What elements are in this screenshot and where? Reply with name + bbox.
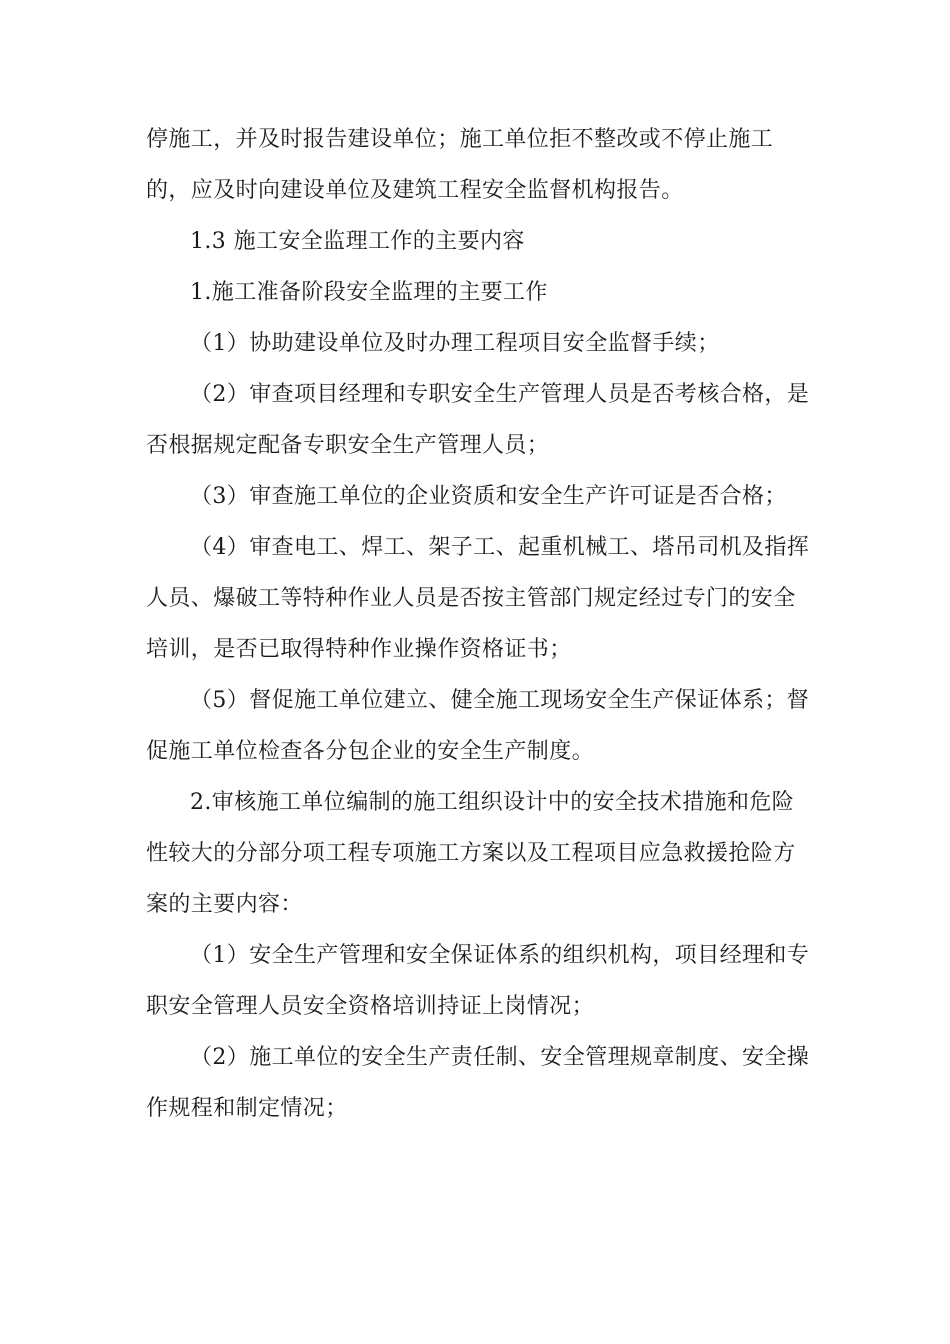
- text-line: 停施工，并及时报告建设单位；施工单位拒不整改或不停止施工: [146, 127, 774, 152]
- list-item: （1）安全生产管理和安全保证体系的组织机构，项目经理和专: [190, 943, 810, 968]
- text-line: 作规程和制定情况；: [146, 1096, 348, 1121]
- text-line: 否根据规定配备专职安全生产管理人员；: [146, 433, 550, 458]
- subsection-heading: 1.施工准备阶段安全监理的主要工作: [190, 280, 548, 305]
- text-line: 促施工单位检查各分包企业的安全生产制度。: [146, 739, 595, 764]
- subsection-heading: 2.审核施工单位编制的施工组织设计中的安全技术措施和危险: [190, 790, 795, 815]
- text-line: 培训，是否已取得特种作业操作资格证书；: [146, 637, 572, 662]
- list-item: （1）协助建设单位及时办理工程项目安全监督手续；: [190, 331, 720, 356]
- text-line: 职安全管理人员安全资格培训持证上岗情况；: [146, 994, 595, 1019]
- list-item: （2）审查项目经理和专职安全生产管理人员是否考核合格，是: [190, 382, 810, 407]
- list-item: （2）施工单位的安全生产责任制、安全管理规章制度、安全操: [190, 1045, 810, 1070]
- text-line: 人员、爆破工等特种作业人员是否按主管部门规定经过专门的安全: [146, 586, 796, 611]
- list-item: （5）督促施工单位建立、健全施工现场安全生产保证体系；督: [190, 688, 810, 713]
- text-line: 的，应及时向建设单位及建筑工程安全监督机构报告。: [146, 178, 684, 203]
- text-line: 性较大的分部分项工程专项施工方案以及工程项目应急救援抢险方: [146, 841, 796, 866]
- text-line: 案的主要内容：: [146, 892, 303, 917]
- list-item: （4）审查电工、焊工、架子工、起重机械工、塔吊司机及指挥: [190, 535, 810, 560]
- list-item: （3）审查施工单位的企业资质和安全生产许可证是否合格；: [190, 484, 787, 509]
- section-heading: 1.3 施工安全监理工作的主要内容: [190, 229, 525, 254]
